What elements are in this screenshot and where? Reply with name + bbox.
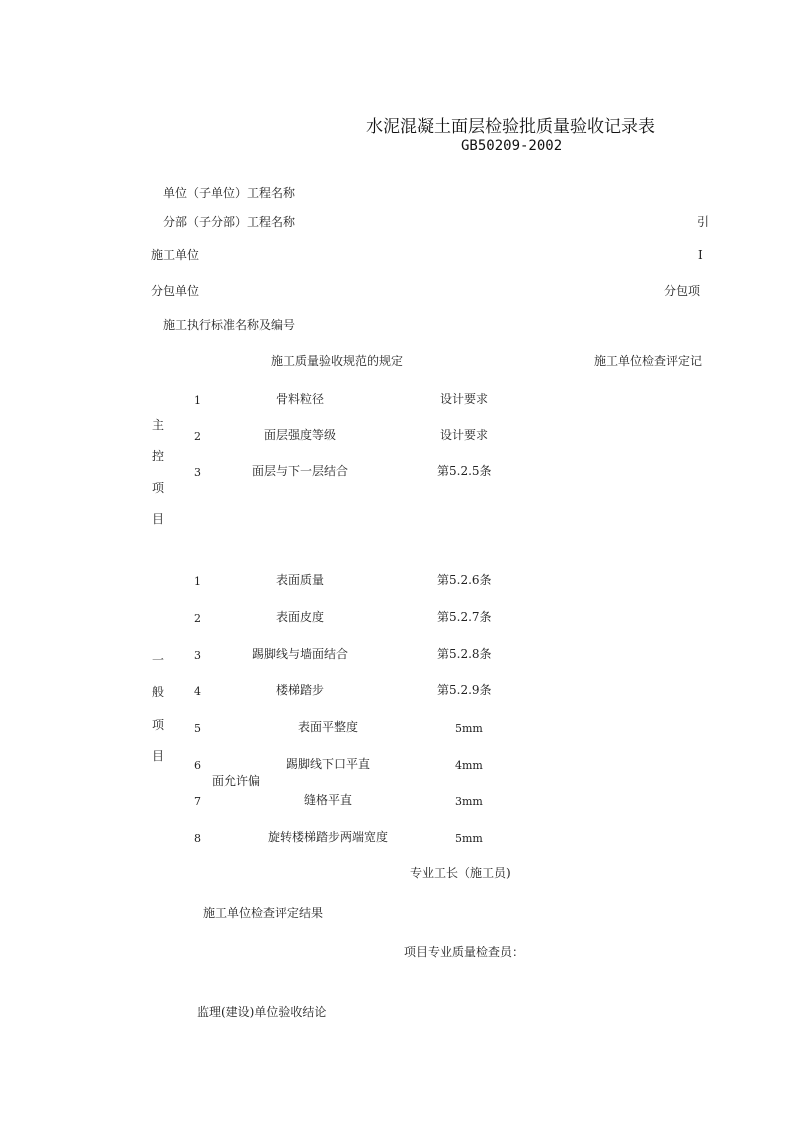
contractor-right-fragment: I — [698, 248, 703, 262]
main-control-label-char: 主 — [152, 418, 165, 432]
general-item-name: 踢脚线下口平直 — [286, 757, 371, 771]
sub-project-label: 分部（子分部）工程名称 — [163, 215, 296, 229]
general-item-requirement: 第5.2.9条 — [437, 683, 492, 697]
general-item-requirement: 第5.2.6条 — [437, 573, 492, 587]
general-item-number: 8 — [194, 832, 201, 845]
main-item-requirement: 设计要求 — [440, 428, 489, 442]
general-item-number: 2 — [194, 612, 201, 625]
check-column-heading: 施工单位检查评定记 — [594, 354, 703, 368]
general-label-char: 一 — [152, 653, 165, 667]
standard-code: GB50209-2002 — [461, 138, 563, 154]
general-item-number: 7 — [194, 795, 201, 808]
supervisor-conclusion-label: 监理(建设)单位验收结论 — [197, 1005, 327, 1019]
general-item-name: 踢脚线与墙面结合 — [252, 647, 349, 661]
main-item-name: 面层与下一层结合 — [252, 464, 349, 478]
general-item-name: 表面平整度 — [298, 720, 359, 734]
general-label-char: 般 — [152, 685, 165, 699]
general-item-tolerance: 3mm — [455, 795, 483, 808]
subcontractor-label: 分包单位 — [151, 284, 200, 298]
general-item-tolerance: 5mm — [455, 722, 483, 735]
general-item-name: 楼梯踏步 — [276, 683, 325, 697]
general-item-number: 1 — [194, 575, 201, 588]
contractor-label: 施工单位 — [151, 248, 200, 262]
main-control-label-char: 控 — [152, 449, 165, 463]
unit-project-label: 单位（子单位）工程名称 — [163, 186, 296, 200]
subcontractor-right-label: 分包项 — [664, 284, 701, 298]
standard-label: 施工执行标准名称及编号 — [163, 318, 296, 332]
main-item-number: 1 — [194, 394, 201, 407]
foreman-label: 专业工长（施工员) — [410, 866, 511, 880]
general-item-tolerance: 5mm — [455, 832, 483, 845]
sub-project-right-fragment: 引 — [697, 215, 710, 229]
general-item-number: 5 — [194, 722, 201, 735]
general-item-requirement: 第5.2.7条 — [437, 610, 492, 624]
general-item-name: 旋转楼梯踏步两端宽度 — [268, 830, 389, 844]
general-item-number: 3 — [194, 649, 201, 662]
main-item-number: 2 — [194, 430, 201, 443]
main-item-number: 3 — [194, 466, 201, 479]
main-control-label-char: 项 — [152, 481, 165, 495]
tolerance-label: 面允许偏 — [212, 774, 261, 788]
general-item-number: 6 — [194, 759, 201, 772]
spec-column-heading: 施工质量验收规范的规定 — [271, 354, 404, 368]
main-item-name: 骨料粒径 — [276, 392, 325, 406]
inspection-result-label: 施工单位检查评定结果 — [203, 906, 324, 920]
general-label-char: 目 — [152, 749, 165, 763]
quality-inspector-label: 项目专业质量检查员： — [404, 945, 525, 959]
general-item-name: 表面皮度 — [276, 610, 325, 624]
main-item-requirement: 第5.2.5条 — [437, 464, 492, 478]
main-control-label-char: 目 — [152, 512, 165, 526]
general-item-number: 4 — [194, 685, 201, 698]
general-label-char: 项 — [152, 718, 165, 732]
main-item-requirement: 设计要求 — [440, 392, 489, 406]
general-item-name: 表面质量 — [276, 573, 325, 587]
page-title: 水泥混凝土面层检验批质量验收记录表 — [366, 117, 655, 137]
general-item-tolerance: 4mm — [455, 759, 483, 772]
main-item-name: 面层强度等级 — [264, 428, 337, 442]
general-item-name: 缝格平直 — [304, 793, 353, 807]
general-item-requirement: 第5.2.8条 — [437, 647, 492, 661]
